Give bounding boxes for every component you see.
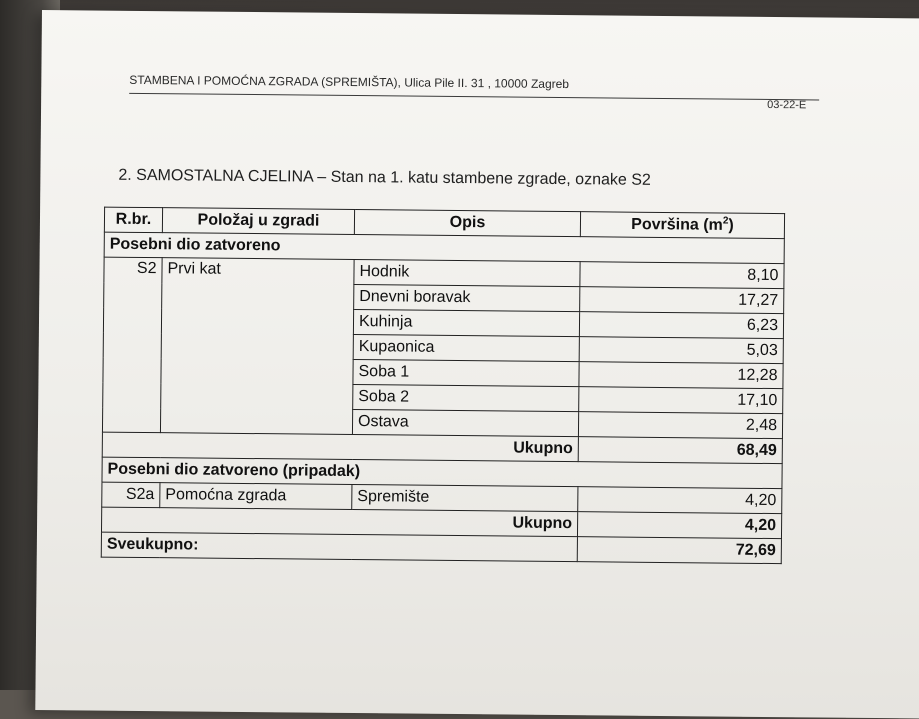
grand-total-label: Sveukupno:: [101, 532, 577, 562]
header-povrsina-label: Površina (m: [631, 216, 723, 235]
grand-total-value: 72,69: [577, 537, 781, 564]
document-code: 03-22-E: [767, 98, 807, 112]
header-rbr: R.br.: [104, 207, 162, 233]
room-area: 12,28: [579, 362, 783, 389]
room-name: Hodnik: [354, 260, 580, 287]
group2-total-label: Ukupno: [101, 507, 577, 537]
room-area: 8,10: [580, 262, 784, 289]
section-title: 2. SAMOSTALNA CJELINA – Stan na 1. katu stambene zgrade, oznake S2: [118, 166, 651, 189]
page-header: STAMBENA I POMOĆNA ZGRADA (SPREMIŠTA), Ulica Pile II. 31 , 10000 Zagreb: [129, 73, 819, 101]
group1-total-label: Ukupno: [102, 432, 578, 462]
group1-label: Posebni dio zatvoreno: [104, 232, 784, 264]
room-name: Spremište: [352, 484, 578, 511]
group1-polozaj: Prvi kat: [160, 258, 354, 435]
room-name: Dnevni boravak: [354, 285, 580, 312]
room-area: 2,48: [578, 412, 782, 439]
group1-total-value: 68,49: [578, 437, 782, 464]
group2-rbr: S2a: [102, 482, 160, 508]
header-opis: Opis: [354, 210, 580, 237]
grand-total-row: [101, 532, 781, 564]
room-name: Ostava: [352, 410, 578, 437]
header-polozaj: Položaj u zgradi: [162, 208, 354, 235]
group2-label: Posebni dio zatvoreno (pripadak): [102, 457, 782, 489]
group2-total-value: 4,20: [577, 512, 781, 539]
room-name: Soba 2: [353, 385, 579, 412]
room-name: Soba 1: [353, 360, 579, 387]
header-povrsina-end: ): [728, 217, 734, 235]
area-table: [101, 207, 785, 565]
group1-rbr: S2: [102, 257, 162, 433]
room-area: 5,03: [579, 337, 783, 364]
room-name: Kupaonica: [353, 335, 579, 362]
room-name: Kuhinja: [353, 310, 579, 337]
group2-polozaj: Pomoćna zgrada: [160, 483, 352, 510]
header-povrsina: [580, 212, 784, 239]
document-page: [35, 10, 919, 719]
room-area: 17,27: [580, 287, 784, 314]
room-area: 6,23: [579, 312, 783, 339]
room-area: 4,20: [578, 487, 782, 514]
header-povrsina-exponent: 2: [722, 215, 729, 227]
room-area: 17,10: [579, 387, 783, 414]
table-row: [104, 257, 784, 289]
